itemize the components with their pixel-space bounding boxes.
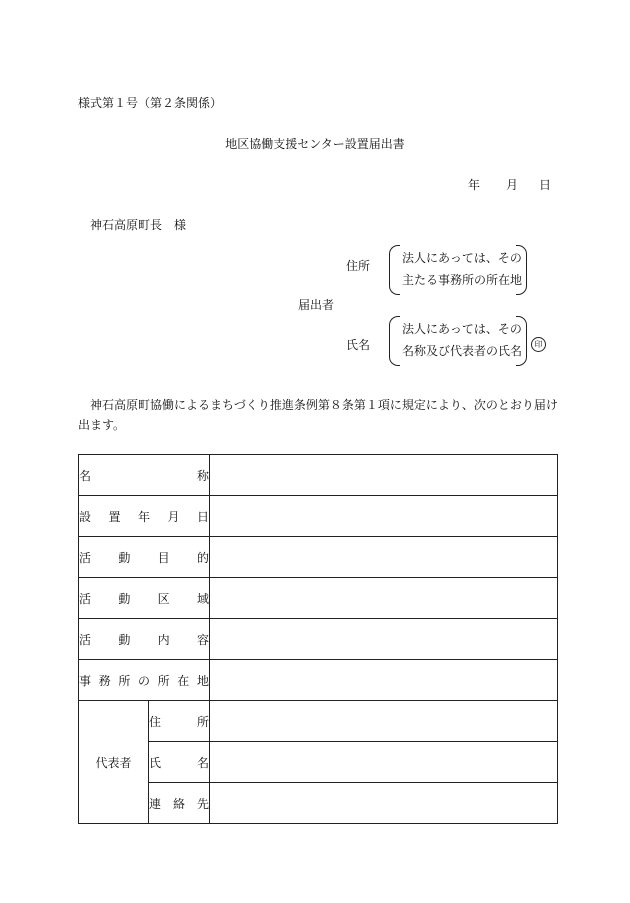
label-char: 在 xyxy=(177,673,190,688)
label-char: 年 xyxy=(137,509,150,524)
table-row xyxy=(79,742,558,783)
label-char: 容 xyxy=(196,632,209,647)
representative-sub-label xyxy=(149,742,210,783)
label-char: 活 xyxy=(79,591,92,606)
label-char: 氏 xyxy=(149,755,162,770)
field-label xyxy=(79,496,210,537)
address-note xyxy=(389,245,527,293)
field-value-cell[interactable] xyxy=(210,701,558,742)
field-label xyxy=(79,660,210,701)
label-char: 所 xyxy=(196,714,209,729)
label-char: 活 xyxy=(79,632,92,647)
table-row xyxy=(79,455,558,496)
label-char: 動 xyxy=(118,632,131,647)
field-label xyxy=(79,619,210,660)
label-char: 所 xyxy=(157,673,170,688)
field-value-cell[interactable] xyxy=(210,578,558,619)
label-char: 置 xyxy=(108,509,121,524)
document-title: 地区協働支援センター設置届出書 xyxy=(225,137,405,151)
label-char: 域 xyxy=(196,591,209,606)
seal-mark-icon: 印 xyxy=(531,337,546,352)
field-label xyxy=(79,578,210,619)
applicant-label: 届出者 xyxy=(298,298,335,312)
table-row xyxy=(79,660,558,701)
field-value-cell[interactable] xyxy=(210,537,558,578)
table-row xyxy=(79,701,558,742)
table-row xyxy=(79,496,558,537)
label-char: 名 xyxy=(79,468,92,483)
form-table xyxy=(78,454,558,824)
label-char: 活 xyxy=(79,550,92,565)
representative-label: 代表者 xyxy=(79,701,149,824)
form-number: 様式第１号（第２条関係） xyxy=(78,96,223,110)
label-char: 動 xyxy=(118,591,131,606)
table-row xyxy=(79,578,558,619)
label-char: の xyxy=(137,673,150,688)
address-note-line1: 法人にあっては、その xyxy=(402,251,522,265)
label-char: 的 xyxy=(196,550,209,565)
field-value-cell[interactable] xyxy=(210,783,558,824)
label-char: 称 xyxy=(196,468,209,483)
representative-sub-label xyxy=(149,701,210,742)
label-char: 事 xyxy=(79,673,92,688)
name-note-line2: 名称及び代表者の氏名 xyxy=(402,344,523,358)
date-year-label: 年 xyxy=(468,178,481,192)
address-note-line2: 主たる事務所の所在地 xyxy=(402,273,523,287)
field-label xyxy=(79,537,210,578)
field-value-cell[interactable] xyxy=(210,742,558,783)
field-value-cell[interactable] xyxy=(210,496,558,537)
label-char: 地 xyxy=(196,673,209,688)
field-value-cell[interactable] xyxy=(210,660,558,701)
body-text-line1: 神石高原町協働によるまちづくり推進条例第８条第１項に規定により、次のとおり届け xyxy=(90,398,558,412)
body-text-line2: 出ます。 xyxy=(78,418,126,432)
address-label: 住所 xyxy=(346,259,371,273)
table-row xyxy=(79,537,558,578)
addressee: 神石高原町長 様 xyxy=(90,218,187,232)
label-char: 先 xyxy=(196,796,209,811)
field-value-cell[interactable] xyxy=(210,455,558,496)
label-char: 月 xyxy=(167,509,180,524)
name-note-line1: 法人にあっては、その xyxy=(402,322,522,336)
name-label: 氏名 xyxy=(346,338,371,352)
label-char: 内 xyxy=(157,632,170,647)
label-char: 務 xyxy=(98,673,111,688)
label-char: 住 xyxy=(149,714,162,729)
label-char: 日 xyxy=(196,509,209,524)
date-month-label: 月 xyxy=(506,178,519,192)
table-row xyxy=(79,619,558,660)
name-note xyxy=(389,316,527,364)
label-char: 所 xyxy=(118,673,131,688)
date-day-label: 日 xyxy=(539,178,552,192)
label-char: 動 xyxy=(118,550,131,565)
label-char: 名 xyxy=(196,755,209,770)
label-char: 連 xyxy=(149,796,162,811)
label-char: 絡 xyxy=(172,796,185,811)
label-char: 設 xyxy=(79,509,92,524)
label-char: 区 xyxy=(157,591,170,606)
table-row xyxy=(79,783,558,824)
label-char: 目 xyxy=(157,550,170,565)
representative-sub-label xyxy=(149,783,210,824)
field-label xyxy=(79,455,210,496)
field-value-cell[interactable] xyxy=(210,619,558,660)
